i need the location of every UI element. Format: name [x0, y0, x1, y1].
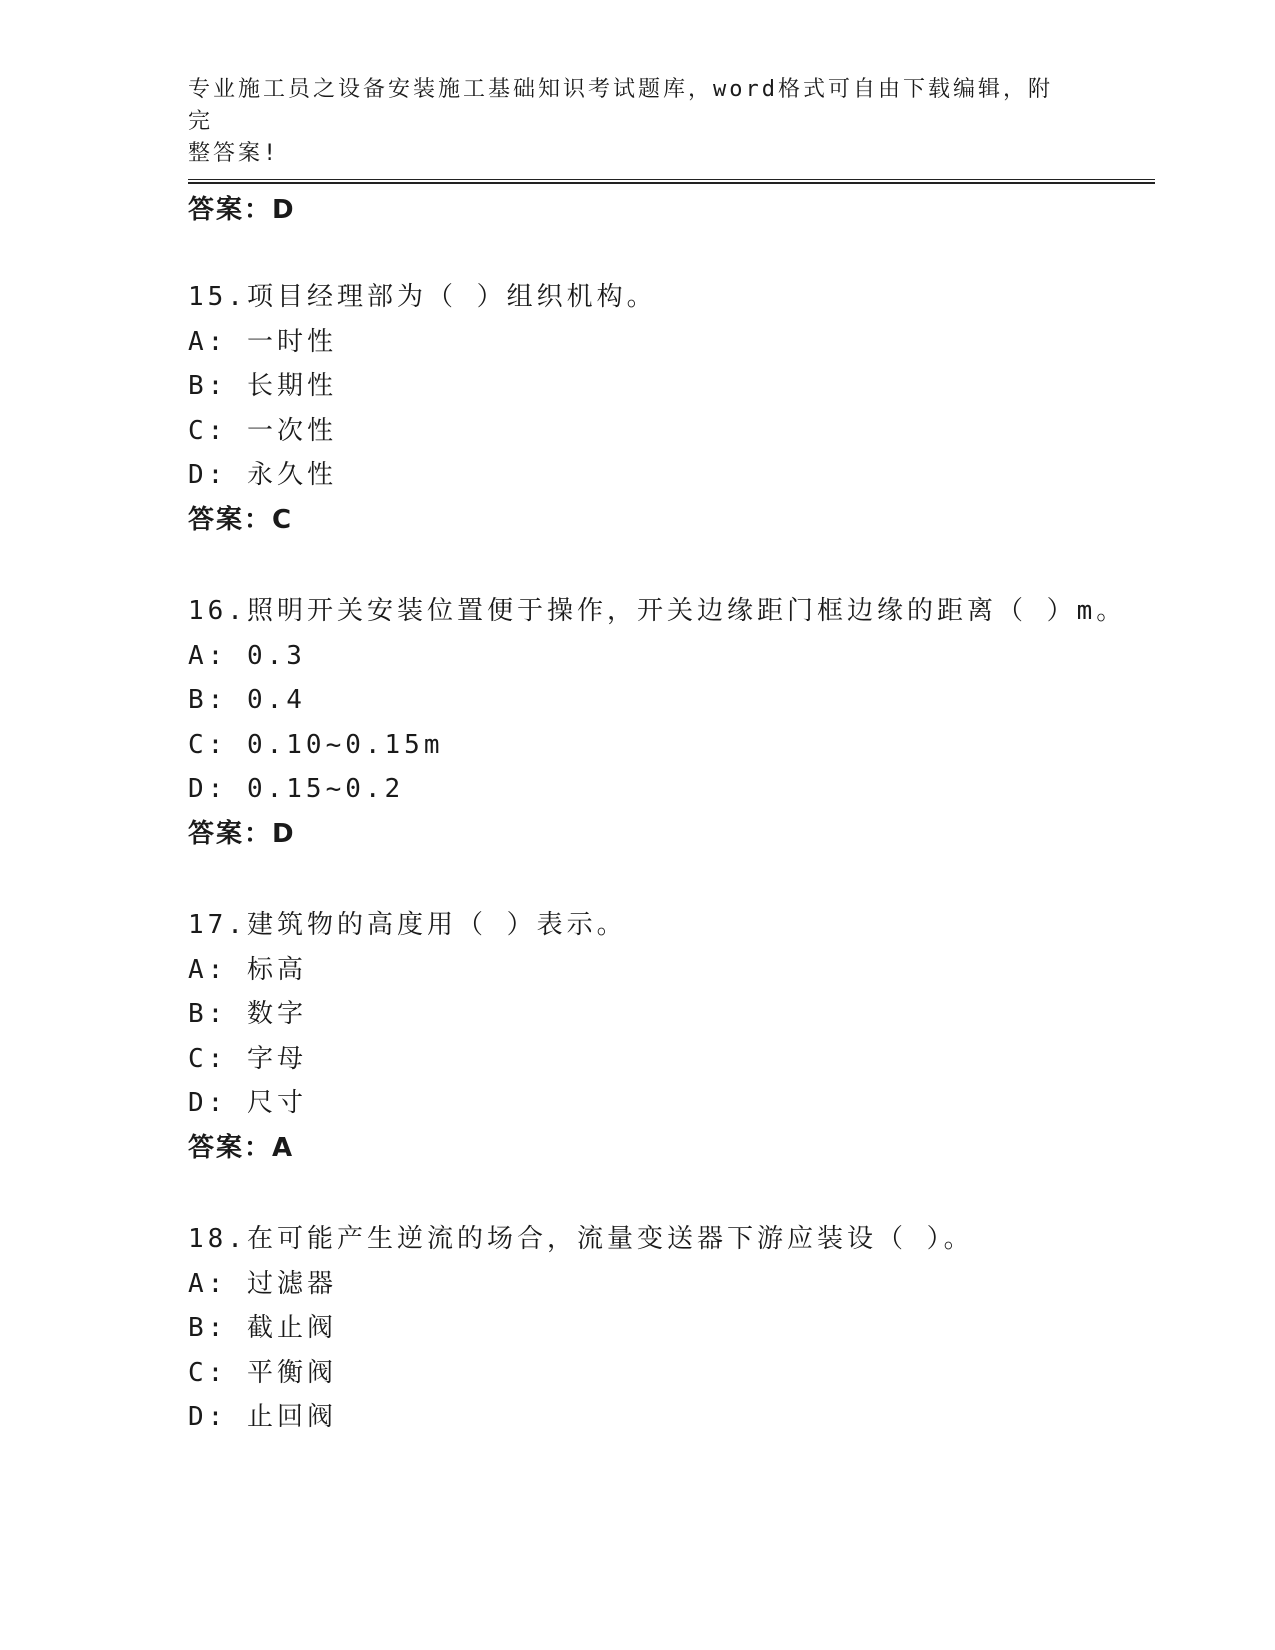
question-17-option-d: D: 尺寸: [188, 1088, 307, 1118]
question-18-option-b: B: 截止阀: [188, 1313, 337, 1343]
question-15-option-d: D: 永久性: [188, 460, 337, 490]
question-18-stem: 18.在可能产生逆流的场合，流量变送器下游应装设（ ）。: [188, 1224, 974, 1254]
question-15-option-c: C: 一次性: [188, 416, 337, 446]
question-17-option-b: B: 数字: [188, 999, 307, 1029]
question-17-stem: 17.建筑物的高度用（ ）表示。: [188, 910, 627, 940]
answer-14: 答案：D: [188, 195, 296, 225]
question-18-option-d: D: 止回阀: [188, 1402, 337, 1432]
header-line-2: 整答案!: [188, 141, 280, 166]
question-15-option-a: A: 一时性: [188, 327, 337, 357]
question-18-option-c: C: 平衡阀: [188, 1358, 337, 1388]
document-header: [188, 74, 1068, 170]
answer-16: 答案：D: [188, 819, 296, 849]
answer-17: 答案：A: [188, 1133, 295, 1163]
header-rule-thick: [188, 182, 1155, 184]
header-rule-thin: [188, 179, 1155, 180]
question-16-option-c: C: 0.10~0.15m: [188, 730, 444, 760]
question-15-option-b: B: 长期性: [188, 371, 337, 401]
question-18-option-a: A: 过滤器: [188, 1269, 337, 1299]
question-16-option-b: B: 0.4: [188, 685, 306, 715]
question-16-option-d: D: 0.15~0.2: [188, 774, 405, 804]
answer-15: 答案：C: [188, 505, 294, 535]
question-17-option-a: A: 标高: [188, 955, 307, 985]
question-16-option-a: A: 0.3: [188, 641, 306, 671]
question-15-stem: 15.项目经理部为（ ）组织机构。: [188, 282, 657, 312]
header-line-1: 专业施工员之设备安装施工基础知识考试题库，word格式可自由下载编辑，附完: [188, 77, 1053, 134]
question-17-option-c: C: 字母: [188, 1044, 307, 1074]
question-16-stem: 16.照明开关安装位置便于操作，开关边缘距门框边缘的距离（ ）m。: [188, 596, 1127, 626]
